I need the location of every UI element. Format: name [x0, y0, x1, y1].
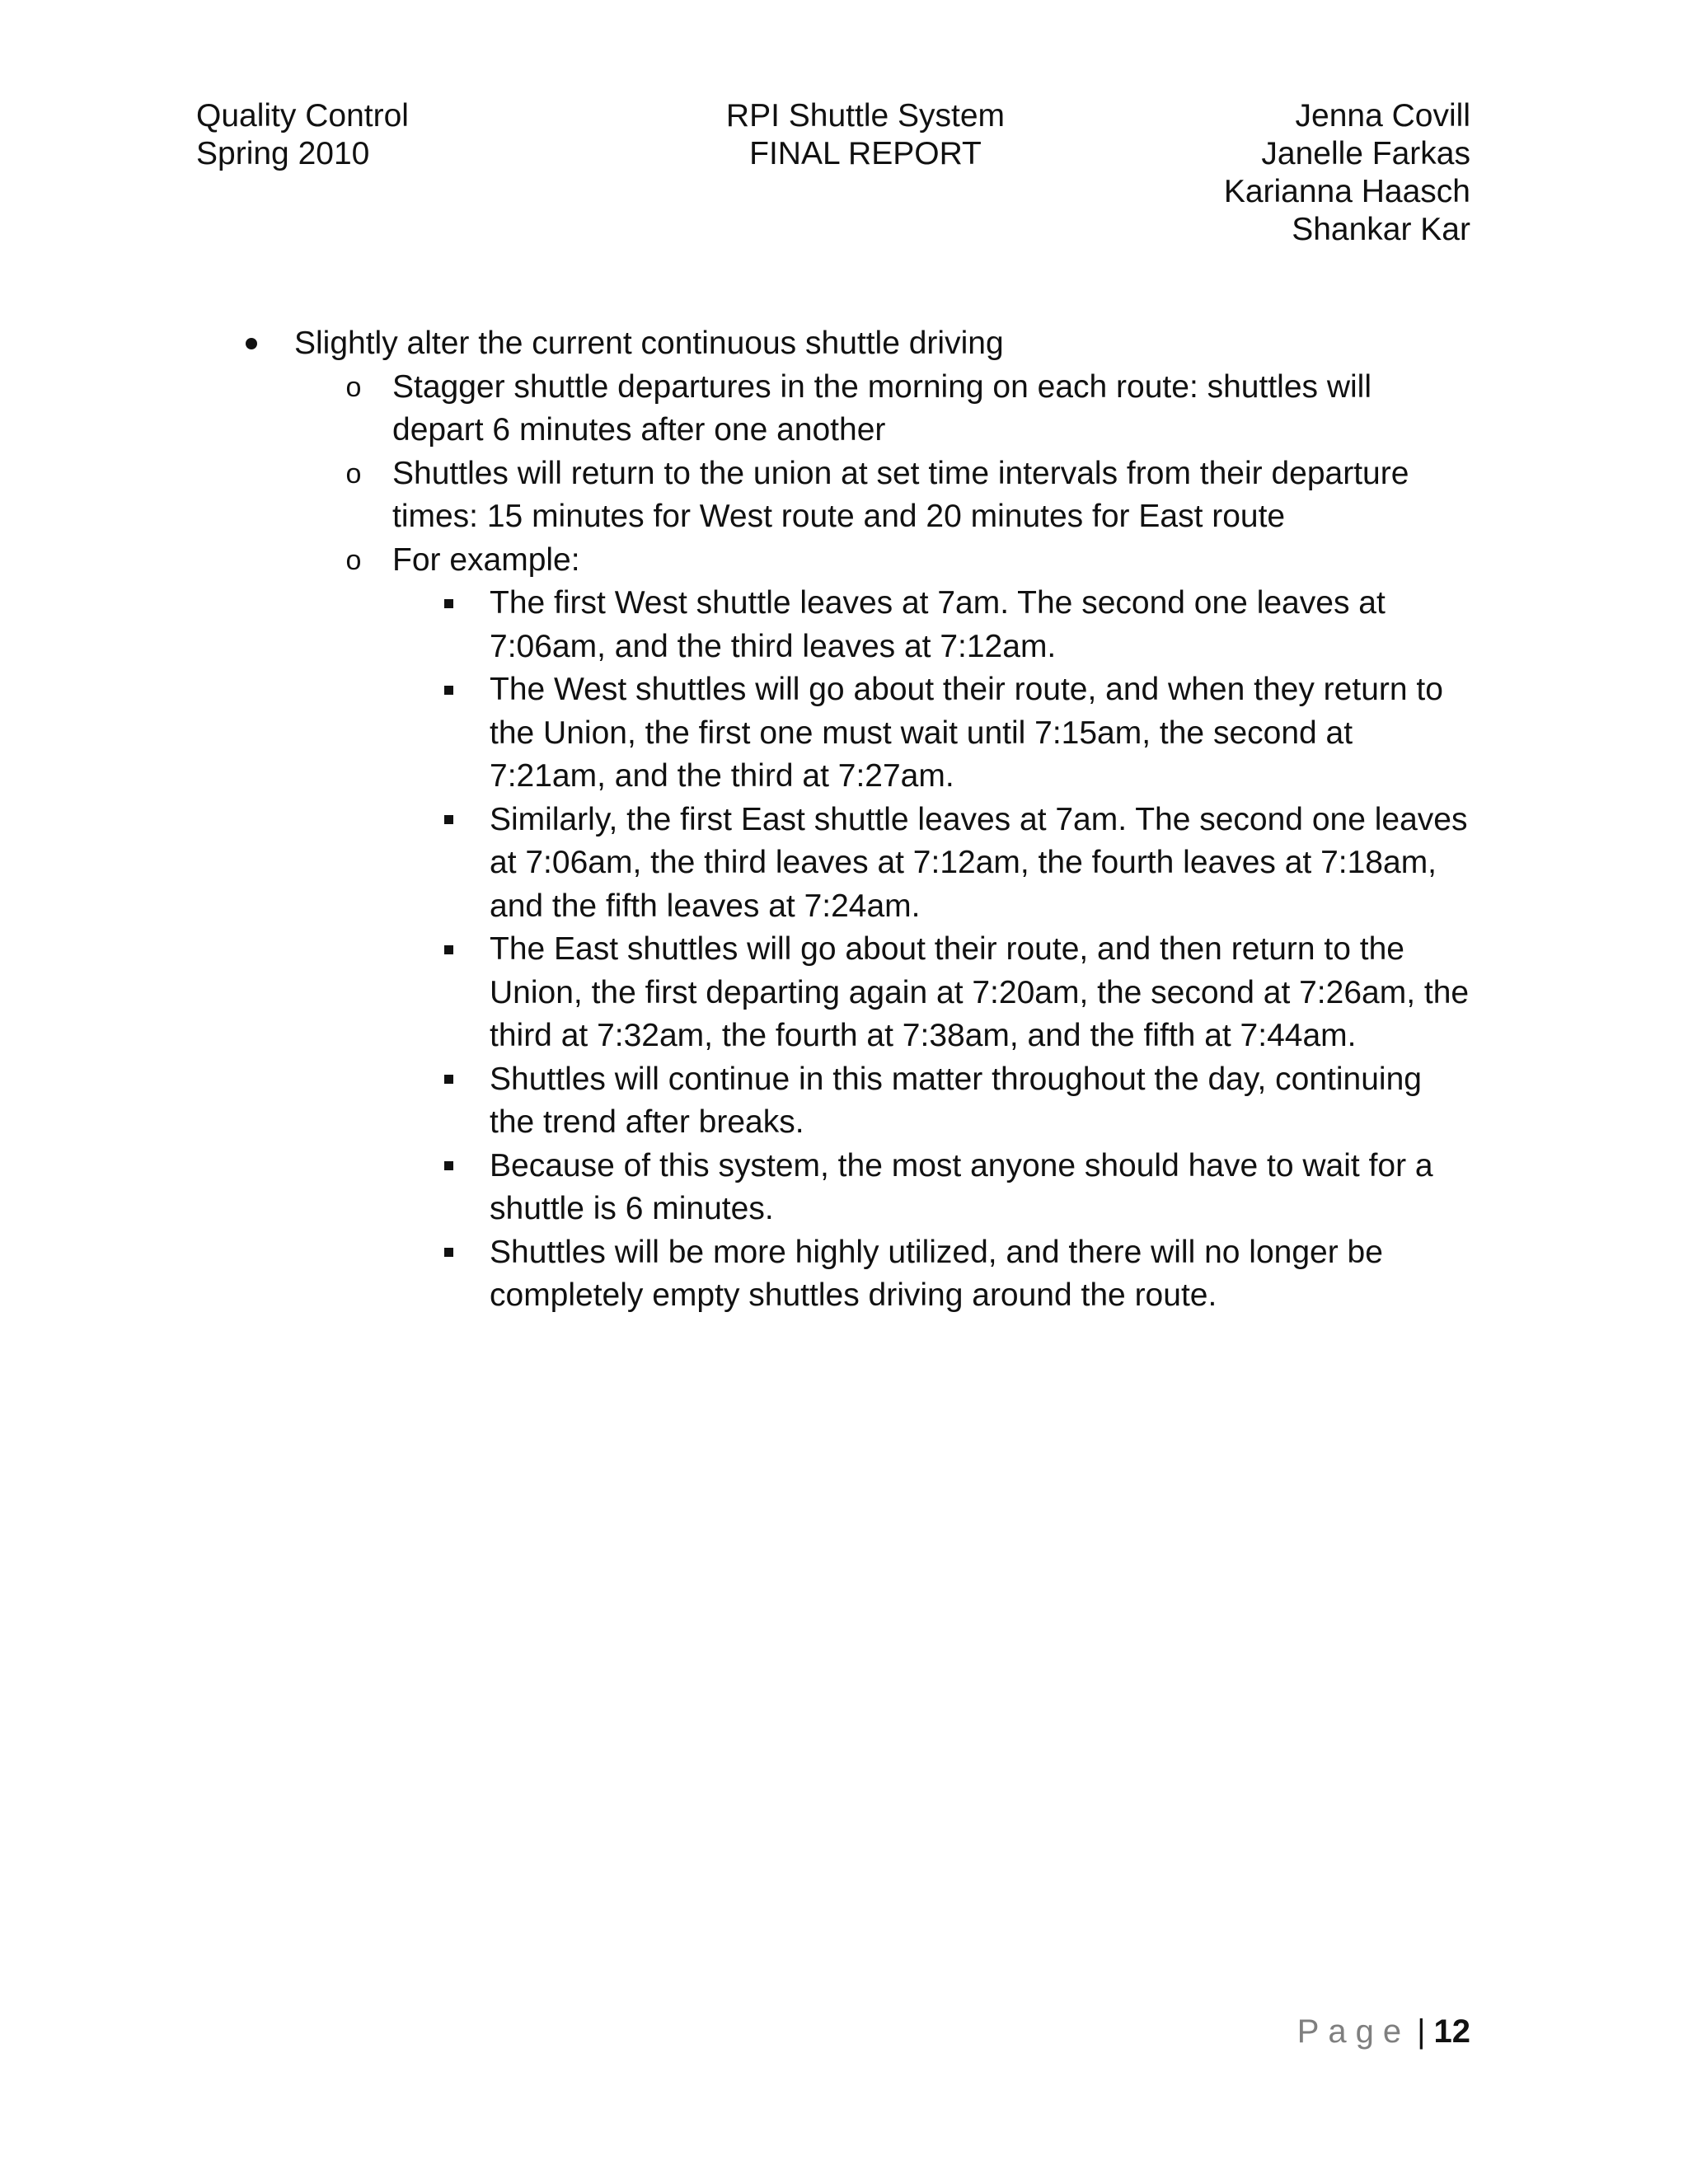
page-label: Page — [1296, 2013, 1411, 2050]
page-header — [196, 97, 1470, 254]
project-title: RPI Shuttle System — [725, 98, 1006, 134]
example-text: Similarly, the first East shuttle leaves at 7am. The second one leaves at 7:06am, the third leaves at 7:12am, the fourth leaves at 7:18am, and the fifth leaves at 7:24am. — [490, 801, 1468, 924]
sub-bullet-text: Shuttles will return to the union at set time intervals from their departure times: 15 minutes for West route and 20 minutes for East route — [392, 455, 1409, 534]
example-list-item — [0, 1145, 1470, 1231]
bullet-square-icon — [438, 1231, 458, 1275]
page-number: 12 — [1433, 2013, 1470, 2050]
semester: Spring 2010 — [196, 136, 370, 171]
bullet-square-icon — [438, 668, 458, 712]
bullet-square-icon — [438, 1058, 458, 1102]
sub-bullet-text: Stagger shuttle departures in the morning on each route: shuttles will depart 6 minutes after one another — [392, 368, 1372, 448]
author-name: Karianna Haasch — [1223, 174, 1470, 209]
bullet-circle-icon: o — [345, 544, 362, 576]
example-list-item — [0, 582, 1470, 668]
author-name: Janelle Farkas — [1261, 136, 1470, 171]
example-list-item — [0, 799, 1470, 929]
header-report-title — [691, 97, 1040, 173]
page-footer — [1297, 2011, 1470, 2052]
header-course-info — [196, 97, 409, 173]
bullet-square-icon — [438, 799, 458, 842]
course-name: Quality Control — [196, 98, 409, 134]
report-type: FINAL REPORT — [749, 136, 982, 171]
example-list-item — [0, 928, 1470, 1058]
list-item — [0, 322, 1465, 366]
example-list-item — [0, 668, 1470, 799]
sub-list-item — [0, 452, 1464, 539]
bullet-text: Slightly alter the current continuous shuttle driving — [294, 326, 1004, 361]
example-text: Shuttles will continue in this matter throughout the day, continuing the trend after breaks. — [490, 1061, 1422, 1140]
bullet-square-icon — [438, 1145, 458, 1188]
report-body — [0, 322, 1688, 1318]
bullet-circle-icon: o — [345, 371, 362, 403]
bullet-square-icon — [438, 582, 458, 626]
example-list-item — [0, 1058, 1470, 1145]
author-name: Shankar Kar — [1292, 212, 1470, 247]
example-list-item — [0, 1231, 1470, 1318]
sub-bullet-text: For example: — [392, 541, 580, 578]
header-authors — [1224, 97, 1470, 249]
example-text: The first West shuttle leaves at 7am. The second one leaves at 7:06am, and the third leaves at 7:12am. — [490, 585, 1386, 664]
bullet-dot-icon — [242, 322, 260, 366]
bullet-circle-icon: o — [345, 457, 362, 490]
sub-list-item — [0, 366, 1464, 452]
example-text: The West shuttles will go about their route, and when they return to the Union, the first one must wait until 7:15am, the second at 7:21am, and the third at 7:27am. — [490, 672, 1443, 794]
bullet-square-icon — [438, 928, 458, 972]
example-text: Because of this system, the most anyone should have to wait for a shuttle is 6 minutes. — [490, 1147, 1433, 1226]
page-separator: | — [1417, 2013, 1426, 2050]
example-text: Shuttles will be more highly utilized, and there will no longer be completely empty shuttles driving around the route. — [490, 1234, 1383, 1313]
example-text: The East shuttles will go about their route, and then return to the Union, the first departing again at 7:20am, the second at 7:26am, the third at 7:32am, the fourth at 7:38am, and the fifth at 7:44am. — [490, 931, 1470, 1053]
sub-list-item — [0, 539, 1464, 583]
author-name: Jenna Covill — [1295, 98, 1470, 134]
